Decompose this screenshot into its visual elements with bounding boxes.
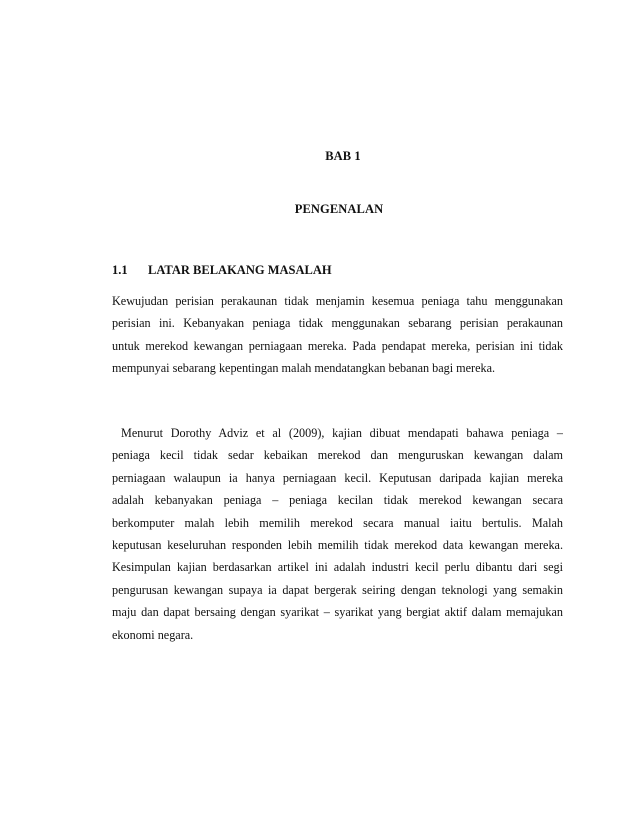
paragraph-line: Menurut Dorothy Adviz et al (2009), kajian dibuat mendapati bahawa peniaga –	[121, 426, 563, 440]
paragraph-line: Kewujudan perisian perakaunan tidak menjamin kesemua peniaga tahu menggunakan	[112, 294, 563, 308]
paragraph-line: maju dan dapat bersaing dengan syarikat – syarikat yang bergiat aktif dalam memajukan	[112, 605, 563, 620]
section-title: LATAR BELAKANG MASALAH	[148, 263, 332, 277]
chapter-title: PENGENALAN	[294, 202, 384, 216]
paragraph-line: perniagaan walaupun ia hanya perniagaan kecil. Keputusan daripada kajian mereka	[112, 470, 563, 485]
paragraph-1	[112, 290, 563, 380]
paragraph-line: peniaga kecil tidak sedar kebaikan merekod dan menguruskan kewangan dalam	[112, 448, 563, 463]
paragraph-line: berkomputer malah lebih memilih merekod secara manual iaitu bertulis. Malah	[112, 515, 563, 530]
paragraph-line: adalah kebanyakan peniaga – peniaga kecilan tidak merekod kewangan secara	[112, 493, 563, 508]
paragraph-line: keputusan keseluruhan responden lebih memilih tidak merekod data kewangan mereka.	[112, 537, 563, 552]
paragraph-line: pengurusan kewangan supaya ia dapat bergerak seiring dengan teknologi yang semakin	[112, 582, 563, 597]
paragraph-line: untuk merekod kewangan perniagaan mereka. Pada pendapat mereka, perisian ini tidak	[112, 338, 563, 353]
paragraph-line: mempunyai sebarang kepentingan malah mendatangkan bebanan bagi mereka.	[112, 361, 496, 376]
section-heading	[112, 263, 332, 278]
chapter-label: BAB 1	[325, 149, 361, 163]
paragraph-2	[112, 422, 563, 646]
paragraph-line: ekonomi negara.	[112, 627, 194, 642]
paragraph-line: perisian ini. Kebanyakan peniaga tidak menggunakan sebarang perisian perakaunan	[112, 316, 563, 331]
section-number: 1.1	[112, 263, 128, 277]
paragraph-line: Kesimpulan kajian berdasarkan artikel ini adalah industri kecil perlu dibantu dari segi	[112, 560, 563, 575]
